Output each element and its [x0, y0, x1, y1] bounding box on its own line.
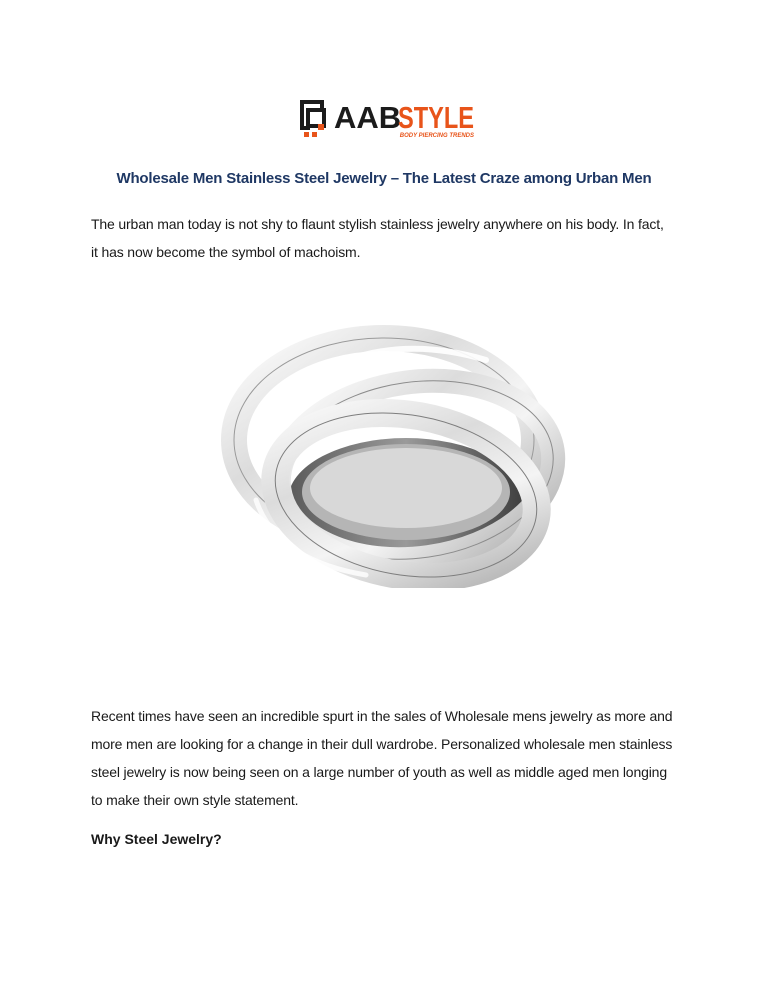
logo-brand-accent: STYLE — [398, 100, 474, 135]
steel-ring-image — [216, 320, 592, 588]
intro-line: it has now become the symbol of machoism. — [91, 244, 361, 260]
logo-brand-dark: AAB — [334, 100, 402, 135]
body-line: Recent times have seen an incredible spurt in the sales of Wholesale mens jewelry as more and — [91, 708, 673, 724]
body-paragraph — [91, 702, 691, 814]
page-title: Wholesale Men Stainless Steel Jewelry – The Latest Craze among Urban Men — [116, 170, 652, 187]
aabstyle-logo — [298, 94, 476, 142]
body-line: more men are looking for a change in their dull wardrobe. Personalized wholesale men stainless — [91, 736, 673, 752]
intro-paragraph — [91, 210, 691, 266]
body-line: to make their own style statement. — [91, 792, 299, 808]
logo-tagline: BODY PIERCING TRENDS — [399, 133, 474, 139]
logo-mark-icon — [300, 100, 324, 137]
intro-line: The urban man today is not shy to flaunt stylish stainless jewelry anywhere on his body. In fact, — [91, 216, 664, 232]
section-heading: Why Steel Jewelry? — [91, 831, 222, 847]
body-line: steel jewelry is now being seen on a large number of youth as well as middle aged men longing — [91, 764, 667, 780]
